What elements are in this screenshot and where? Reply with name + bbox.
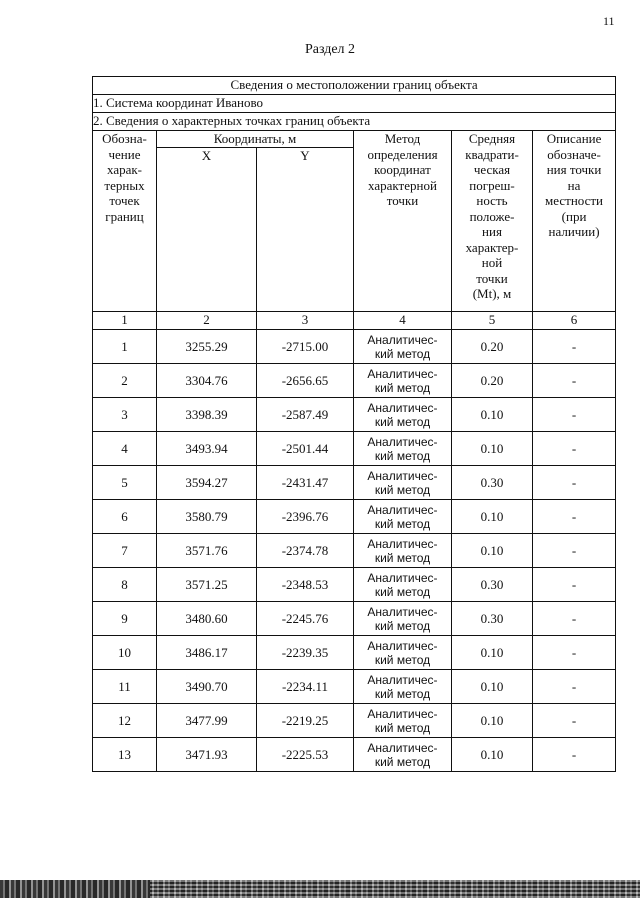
coord-x-cell: 3255.29 <box>157 330 257 364</box>
description-cell: - <box>533 704 616 738</box>
point-number-cell: 5 <box>93 466 157 500</box>
table-row <box>93 398 616 432</box>
header-method-text: Метод определения координат характерной точки <box>367 131 438 208</box>
coord-y-cell: -2587.49 <box>257 398 354 432</box>
mean-error-cell: 0.20 <box>452 330 533 364</box>
header-x: X <box>157 148 257 312</box>
table-row <box>93 602 616 636</box>
coord-y-cell: -2431.47 <box>257 466 354 500</box>
coord-x-cell: 3580.79 <box>157 500 257 534</box>
mean-error-cell: 0.10 <box>452 398 533 432</box>
coord-y-cell: -2348.53 <box>257 568 354 602</box>
coord-x-cell: 3571.25 <box>157 568 257 602</box>
header-description <box>533 131 616 312</box>
table-row <box>93 704 616 738</box>
coord-x-cell: 3398.39 <box>157 398 257 432</box>
scan-artifact-bar <box>0 880 640 898</box>
coord-x-cell: 3490.70 <box>157 670 257 704</box>
header-mean-error-text: Средняя квадрати- ческая погреш- ность положе- ния характер- ной точки (Mt), м <box>465 131 519 301</box>
mean-error-cell: 0.30 <box>452 466 533 500</box>
coord-x-cell: 3594.27 <box>157 466 257 500</box>
section-title: Раздел 2 <box>304 42 356 57</box>
table-row <box>93 500 616 534</box>
coord-x-cell: 3471.93 <box>157 738 257 772</box>
description-cell: - <box>533 636 616 670</box>
column-number: 2 <box>157 312 257 330</box>
column-number: 1 <box>93 312 157 330</box>
method-cell: Аналитичес- кий метод <box>354 704 452 738</box>
coord-y-cell: -2501.44 <box>257 432 354 466</box>
point-number-cell: 1 <box>93 330 157 364</box>
description-cell: - <box>533 534 616 568</box>
description-cell: - <box>533 330 616 364</box>
column-number: 3 <box>257 312 354 330</box>
coord-y-cell: -2245.76 <box>257 602 354 636</box>
point-number-cell: 8 <box>93 568 157 602</box>
method-cell: Аналитичес- кий метод <box>354 636 452 670</box>
method-cell: Аналитичес- кий метод <box>354 466 452 500</box>
mean-error-cell: 0.10 <box>452 670 533 704</box>
header-description-text: Описание обозначе- ния точки на местности (при наличии) <box>545 131 604 239</box>
header-method <box>354 131 452 312</box>
mean-error-cell: 0.10 <box>452 500 533 534</box>
coord-y-cell: -2239.35 <box>257 636 354 670</box>
mean-error-cell: 0.10 <box>452 704 533 738</box>
method-cell: Аналитичес- кий метод <box>354 738 452 772</box>
description-cell: - <box>533 602 616 636</box>
column-numbers-row <box>93 312 616 330</box>
method-cell: Аналитичес- кий метод <box>354 432 452 466</box>
table-row <box>93 466 616 500</box>
header-coordinates: Координаты, м <box>157 131 354 148</box>
mean-error-cell: 0.10 <box>452 432 533 466</box>
description-cell: - <box>533 466 616 500</box>
header-y: Y <box>257 148 354 312</box>
point-number-cell: 3 <box>93 398 157 432</box>
point-number-cell: 6 <box>93 500 157 534</box>
coord-y-cell: -2715.00 <box>257 330 354 364</box>
table-row <box>93 568 616 602</box>
description-cell: - <box>533 364 616 398</box>
mean-error-cell: 0.20 <box>452 364 533 398</box>
header-mean-error <box>452 131 533 312</box>
description-cell: - <box>533 398 616 432</box>
method-cell: Аналитичес- кий метод <box>354 568 452 602</box>
coord-y-cell: -2219.25 <box>257 704 354 738</box>
description-cell: - <box>533 500 616 534</box>
coord-x-cell: 3493.94 <box>157 432 257 466</box>
method-cell: Аналитичес- кий метод <box>354 534 452 568</box>
description-cell: - <box>533 738 616 772</box>
method-cell: Аналитичес- кий метод <box>354 602 452 636</box>
header-designation-text: Обозна- чение харак- терных точек границ <box>102 131 147 224</box>
mean-error-cell: 0.10 <box>452 636 533 670</box>
coord-y-cell: -2396.76 <box>257 500 354 534</box>
coord-x-cell: 3480.60 <box>157 602 257 636</box>
coord-system: 1. Система координат Иваново <box>93 95 616 113</box>
coord-x-cell: 3477.99 <box>157 704 257 738</box>
description-cell: - <box>533 432 616 466</box>
table-row <box>93 670 616 704</box>
point-number-cell: 4 <box>93 432 157 466</box>
point-number-cell: 12 <box>93 704 157 738</box>
boundary-points-table <box>92 76 616 772</box>
point-number-cell: 11 <box>93 670 157 704</box>
page-number: 11 <box>603 14 615 28</box>
point-number-cell: 7 <box>93 534 157 568</box>
table-row <box>93 738 616 772</box>
mean-error-cell: 0.30 <box>452 602 533 636</box>
points-title: 2. Сведения о характерных точках границ объекта <box>93 113 616 131</box>
coord-y-cell: -2225.53 <box>257 738 354 772</box>
table-title: Сведения о местоположении границ объекта <box>93 77 616 95</box>
table-row <box>93 364 616 398</box>
method-cell: Аналитичес- кий метод <box>354 670 452 704</box>
header-designation <box>93 131 157 312</box>
method-cell: Аналитичес- кий метод <box>354 500 452 534</box>
point-number-cell: 13 <box>93 738 157 772</box>
coord-x-cell: 3486.17 <box>157 636 257 670</box>
coord-y-cell: -2656.65 <box>257 364 354 398</box>
table-row <box>93 432 616 466</box>
mean-error-cell: 0.10 <box>452 738 533 772</box>
mean-error-cell: 0.10 <box>452 534 533 568</box>
description-cell: - <box>533 670 616 704</box>
point-number-cell: 2 <box>93 364 157 398</box>
method-cell: Аналитичес- кий метод <box>354 364 452 398</box>
table-row <box>93 636 616 670</box>
coord-x-cell: 3571.76 <box>157 534 257 568</box>
table-row <box>93 534 616 568</box>
point-number-cell: 10 <box>93 636 157 670</box>
column-number: 5 <box>452 312 533 330</box>
coord-y-cell: -2234.11 <box>257 670 354 704</box>
coord-y-cell: -2374.78 <box>257 534 354 568</box>
coord-x-cell: 3304.76 <box>157 364 257 398</box>
table-row <box>93 330 616 364</box>
description-cell: - <box>533 568 616 602</box>
method-cell: Аналитичес- кий метод <box>354 398 452 432</box>
column-number: 6 <box>533 312 616 330</box>
point-number-cell: 9 <box>93 602 157 636</box>
column-number: 4 <box>354 312 452 330</box>
mean-error-cell: 0.30 <box>452 568 533 602</box>
method-cell: Аналитичес- кий метод <box>354 330 452 364</box>
